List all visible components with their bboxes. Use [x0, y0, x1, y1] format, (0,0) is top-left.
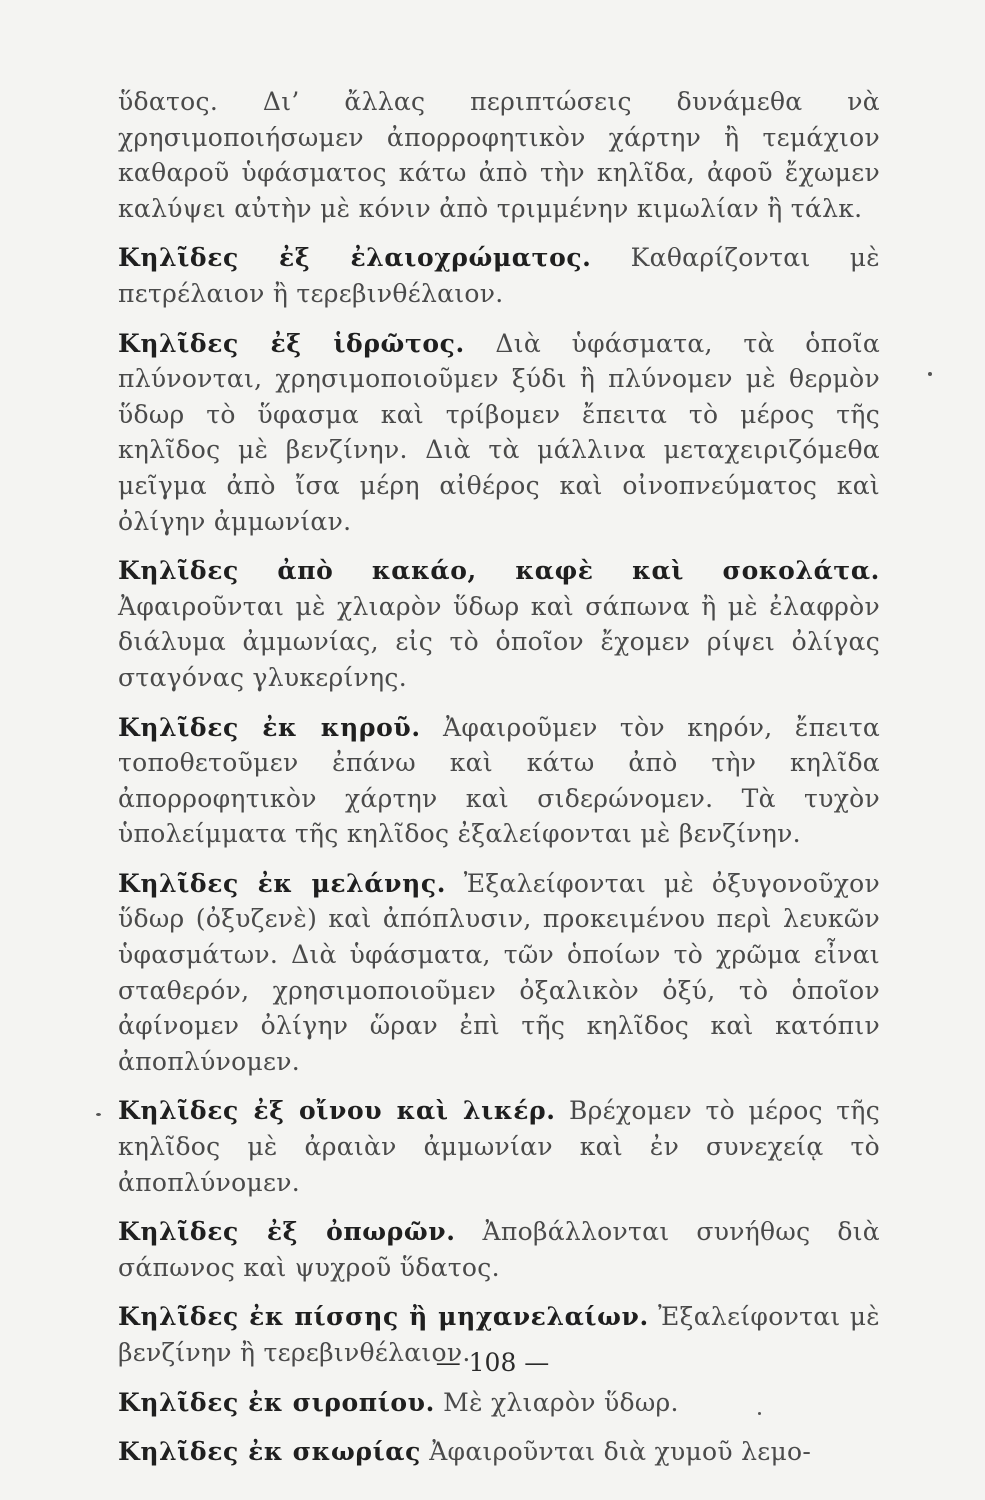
paragraph-oil-paint-stains — [118, 240, 880, 311]
paragraph-heading: Κηλῖδες ἐξ ἱδρῶτος. — [118, 328, 465, 358]
paragraph-heading: Κηλῖδες ἐκ σκωρίας — [118, 1437, 421, 1467]
paragraph-heading: Κηλῖδες ἐκ πίσσης ἢ μηχανελαίων. — [118, 1302, 649, 1332]
paragraph-wine-liqueur-stains — [118, 1093, 880, 1200]
paragraph-fruit-stains — [118, 1214, 880, 1285]
paragraph-rust-stains — [118, 1434, 880, 1470]
paragraph-text: Βρέχομεν τὸ μέρος τῆς κηλῖδος μὲ ἀραιὰν ἀμμωνίαν καὶ ἐν συνεχείᾳ τὸ ἀποπλύνομεν. — [118, 1096, 880, 1197]
paper-speck — [758, 1412, 761, 1415]
paper-speck — [928, 372, 932, 376]
paragraph-text: Διὰ ὑφάσματα, τὰ ὁποῖα πλύνονται, χρησιμοποιοῦμεν ξύδι ἢ πλύνομεν μὲ θερμὸν ὕδωρ τὸ ὕφασμα καὶ τρίβομεν ἔπειτα τὸ μέρος τῆς κηλῖδος μὲ βενζίνην. Διὰ τὰ μάλλινα μεταχειριζόμεθα μεῖγμα ἀπὸ ἴσα μέρη αἰθέρος καὶ οἰνοπνεύματος καὶ ὀλίγην ἀμμωνίαν. — [118, 328, 881, 536]
paragraph-heading: Κηλῖδες ἀπὸ κακάο, καφὲ καὶ σοκολάτα. — [118, 556, 880, 586]
paper-speck — [96, 1113, 101, 1116]
paragraph-text: Ἀφαιροῦνται διὰ χυμοῦ λεμο- — [429, 1437, 812, 1467]
paragraph-text: Μὲ χλιαρὸν ὕδωρ. — [443, 1387, 679, 1417]
paragraph-heading: Κηλῖδες ἐξ ὀπωρῶν. — [118, 1217, 456, 1247]
paragraph-text: Ἀποβάλλονται συνήθως διὰ σάπωνος καὶ ψυχροῦ ὕδατος. — [118, 1217, 880, 1282]
page-number: — 108 — — [435, 1348, 550, 1377]
paragraph-sweat-stains — [118, 326, 880, 540]
paragraph-text: Ἀφαιροῦνται μὲ χλιαρὸν ὕδωρ καὶ σάπωνα ἢ μὲ ἐλαφρὸν διάλυμα ἀμμωνίας, εἰς τὸ ὁποῖον ἔχομεν ρίψει ὀλίγας σταγόνας γλυκερίνης. — [118, 591, 880, 692]
paragraph-heading: Κηλῖδες ἐκ σιροπίου. — [118, 1387, 435, 1417]
paragraph-heading: Κηλῖδες ἐξ οἴνου καὶ λικέρ. — [118, 1096, 556, 1126]
paragraph-text: Καθαρίζονται μὲ πετρέλαιον ἢ τερεβινθέλαιον. — [118, 243, 881, 308]
paragraph-text: Ἐξαλείφονται μὲ ὀξυγονοῦχον ὕδωρ (ὀξυζενὲ) καὶ ἀπόπλυσιν, προκειμένου περὶ λευκῶν ὑφασμάτων. Διὰ ὑφάσματα, τῶν ὁποίων τὸ χρῶμα εἶναι σταθερόν, χρησιμοποιοῦμεν ὀξαλικὸν ὀξύ, τὸ ὁποῖον ἀφίνομεν ὀλίγην ὥραν ἐπὶ τῆς κηλῖδος καὶ κατόπιν ἀποπλύνομεν. — [118, 868, 880, 1076]
paragraph-syrup-stains — [118, 1385, 880, 1421]
paragraph-continuation — [118, 84, 880, 226]
paragraph-ink-stains — [118, 866, 880, 1080]
paragraph-text: Ἐξαλείφονται μὲ βενζίνην ἢ τερεβινθέλαιον. — [118, 1302, 880, 1367]
paragraph-text: Ἀφαιροῦμεν τὸν κηρόν, ἔπειτα τοποθετοῦμεν ἐπάνω καὶ κάτω ἀπὸ τὴν κηλῖδα ἀπορροφητικὸν χάρτην καὶ σιδερώνομεν. Τὰ τυχὸν ὑπολείμματα τῆς κηλῖδος ἐξαλείφονται μὲ βενζίνην. — [118, 712, 881, 849]
paragraph-cocoa-coffee-chocolate-stains — [118, 553, 880, 695]
paragraph-text: ὕδατος. Δι’ ἄλλας περιπτώσεις δυνάμεθα νὰ χρησιμοποιήσωμεν ἀπορροφητικὸν χάρτην ἢ τεμάχιον καθαροῦ ὑφάσματος κάτω ἀπὸ τὴν κηλῖδα, ἀφοῦ ἔχωμεν καλύψει αὐτὴν μὲ κόνιν ἀπὸ τριμμένην κιμωλίαν ἢ τάλκ. — [118, 87, 880, 223]
paragraph-heading: Κηλῖδες ἐκ μελάνης. — [118, 868, 446, 898]
paragraph-wax-stains — [118, 710, 880, 852]
paragraph-heading: Κηλῖδες ἐξ ἐλαιοχρώματος. — [118, 243, 592, 273]
page-body — [118, 84, 880, 1470]
paragraph-heading: Κηλῖδες ἐκ κηροῦ. — [118, 712, 421, 742]
